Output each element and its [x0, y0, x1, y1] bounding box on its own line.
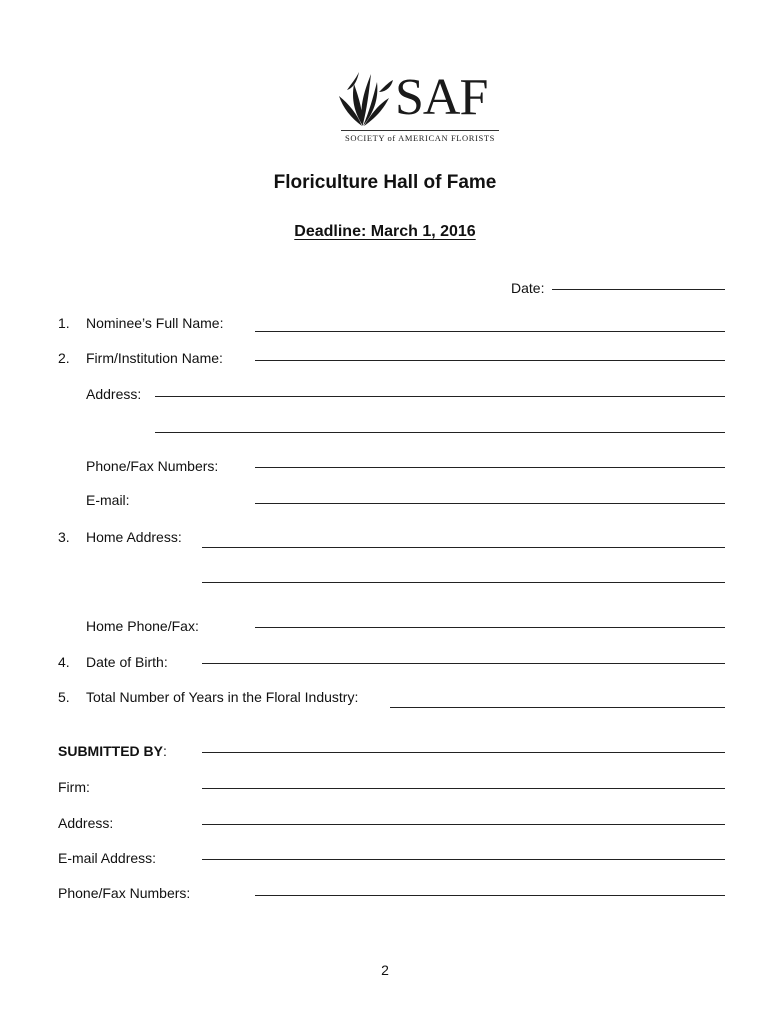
submitted-by-text: SUBMITTED BY	[58, 743, 163, 759]
item-number-3: 3.	[58, 529, 70, 545]
flower-icon	[333, 70, 395, 130]
submitted-by-colon: :	[163, 743, 167, 759]
home-address-field-line-2[interactable]	[202, 582, 725, 583]
home-address-label: Home Address:	[86, 529, 182, 545]
nominee-name-field[interactable]	[255, 331, 725, 332]
page-title: Floriculture Hall of Fame	[273, 172, 497, 193]
submitter-email-field[interactable]	[202, 859, 725, 860]
home-phone-label: Home Phone/Fax:	[86, 618, 199, 634]
logo-subtitle: SOCIETY of AMERICAN FLORISTS	[345, 133, 495, 143]
firm-institution-field[interactable]	[255, 360, 725, 361]
firm-institution-label: Firm/Institution Name:	[86, 350, 223, 366]
item-number-2: 2.	[58, 350, 70, 366]
submitter-email-label: E-mail Address:	[58, 850, 157, 866]
logo-divider	[341, 130, 499, 131]
years-industry-label: Total Number of Years in the Floral Industry:	[86, 689, 359, 705]
address-field-line-2[interactable]	[155, 432, 725, 433]
submitter-firm-field[interactable]	[202, 788, 725, 789]
email-label: E-mail:	[86, 492, 130, 508]
phone-fax-field[interactable]	[255, 467, 725, 468]
page-number: 2	[381, 962, 389, 978]
submitter-address-field[interactable]	[202, 824, 725, 825]
dob-field[interactable]	[202, 663, 725, 664]
dob-label: Date of Birth:	[86, 654, 168, 670]
date-field[interactable]	[552, 289, 725, 290]
item-number-1: 1.	[58, 315, 70, 331]
submitter-address-label: Address:	[58, 815, 114, 831]
nominee-name-label: Nominee’s Full Name:	[86, 315, 224, 331]
item-number-4: 4.	[58, 654, 70, 670]
years-industry-field[interactable]	[390, 707, 725, 708]
submitter-phone-fax-label: Phone/Fax Numbers:	[58, 885, 191, 901]
item-number-5: 5.	[58, 689, 70, 705]
deadline-text: Deadline: March 1, 2016	[294, 223, 476, 240]
phone-fax-label: Phone/Fax Numbers:	[86, 458, 219, 474]
address-field-line-1[interactable]	[155, 396, 725, 397]
home-address-field-line-1[interactable]	[202, 547, 725, 548]
submitter-phone-fax-field[interactable]	[255, 895, 725, 896]
saf-logo	[333, 70, 503, 150]
address-label: Address:	[86, 386, 142, 402]
email-field[interactable]	[255, 503, 725, 504]
home-phone-field[interactable]	[255, 627, 725, 628]
submitted-by-field[interactable]	[202, 752, 725, 753]
submitted-by-heading	[58, 743, 167, 759]
submitter-firm-label: Firm:	[58, 779, 90, 795]
date-label: Date:	[511, 280, 545, 296]
logo-wordmark: SAF	[395, 69, 488, 126]
deadline	[0, 223, 770, 241]
